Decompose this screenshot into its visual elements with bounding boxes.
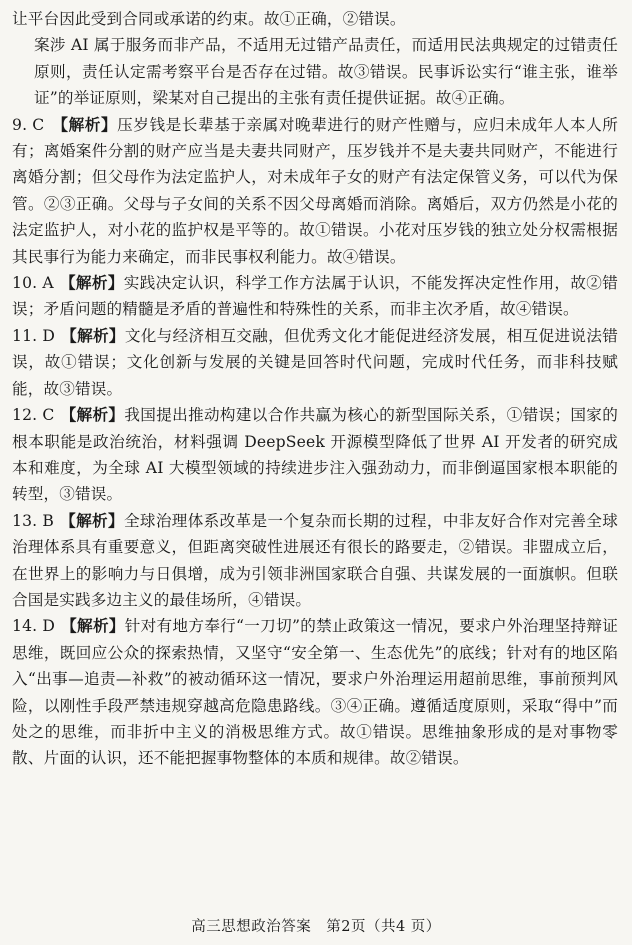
analysis-text: 压岁钱是长辈基于亲属对晚辈进行的财产性赠与，应归未成年人本人所有；离婚案件分割的财产应当是夫妻共同财产，压岁钱并不是夫妻共同财产，不能进行离婚分割；但父母作为法定监护人，对未成年子女的财产有法定保管义务，可以代为保管。②③正确。父母与子女间的关系不因父母离婚而消除。离婚后，双方仍然是小花的法定监护人，对小花的监护权是平等的。故①错误。小花对压岁钱的独立处分权需根据其民事行为能力来确定，而非民事权利能力。故④错误。: [12, 115, 618, 266]
analysis-tag: 【解析】: [59, 274, 124, 293]
analysis-text: 全球治理体系改革是一个复杂而长期的过程，中非友好合作对完善全球治理体系具有重要意义，但距离突破性进展还有很长的路要走，②错误。非盟成立后，在世界上的影响力与日俱增，成为引领非洲国家联合自强、共谋发展的一面旗帜。但联合国是实践多边主义的最佳场所，④错误。: [12, 511, 618, 609]
answer-item-11: [12, 323, 618, 402]
answer-item-13: [12, 508, 618, 614]
question-number: 12. C: [12, 406, 55, 425]
question-number: 10. A: [12, 274, 54, 293]
analysis-tag: 【解析】: [61, 617, 125, 636]
page-footer: 高三思想政治答案 第2页（共4 页）: [191, 919, 441, 935]
analysis-tag: 【解析】: [52, 115, 118, 134]
analysis-tag: 【解析】: [61, 326, 125, 345]
analysis-tag: 【解析】: [60, 406, 125, 425]
analysis-tag: 【解析】: [59, 511, 124, 530]
question-number: 11. D: [12, 326, 56, 345]
answer-item-14: [12, 613, 618, 771]
continuation-line: 让平台因此受到合同或承诺的约束。故①正确，②错误。: [12, 10, 406, 28]
analysis-text: 文化与经济相互交融，但优秀文化才能促进经济发展，相互促进说法错误，故①错误；文化创新与发展的关键是回答时代问题，完成时代任务，而非科技赋能，故③错误。: [12, 326, 618, 398]
analysis-text: 我国提出推动构建以合作共赢为核心的新型国际关系，①错误；国家的根本职能是政治统治，材料强调 DeepSeek 开源模型降低了世界 AI 开发者的研究成本和难度，为全球 AI 大模型领域的持续进步注入强劲动力，而非倒逼国家根本职能的转型，③错误。: [12, 406, 618, 504]
analysis-text: 实践决定认识，科学工作方法属于认识，不能发挥决定性作用，故②错误；矛盾问题的精髓是矛盾的普遍性和特殊性的关系，而非主次矛盾，故④错误。: [12, 274, 618, 319]
question-number: 13. B: [12, 511, 54, 530]
answer-item-10: [12, 270, 618, 323]
continuation-paragraph: 案涉 AI 属于服务而非产品，不适用无过错产品责任，而适用民法典规定的过错责任原则，责任认定需考察平台是否存在过错。故③错误。民事诉讼实行“谁主张，谁举证”的举证原则，梁某对自己提出的主张有责任提供证据。故④正确。: [34, 36, 618, 108]
question-number: 14. D: [12, 617, 56, 636]
analysis-text: 针对有地方奉行“一刀切”的禁止政策这一情况，要求户外治理坚持辩证思维，既回应公众的探索热情，又坚守“安全第一、生态优先”的底线；针对有的地区陷入“出事—追责—补救”的被动循环这一情况，要求户外治理运用超前思维，事前预判风险，以刚性手段严禁违规穿越高危隐患路线。③④正确。遵循适度原则，采取“得中”而处之的思维，而非折中主义的消极思维方式。故①错误。思维抽象形成的是对事物零散、片面的认识，还不能把握事物整体的本质和规律。故②错误。: [12, 617, 618, 768]
question-number: 9. C: [12, 115, 45, 134]
answer-item-12: [12, 402, 618, 508]
answer-item-9: [12, 112, 618, 270]
